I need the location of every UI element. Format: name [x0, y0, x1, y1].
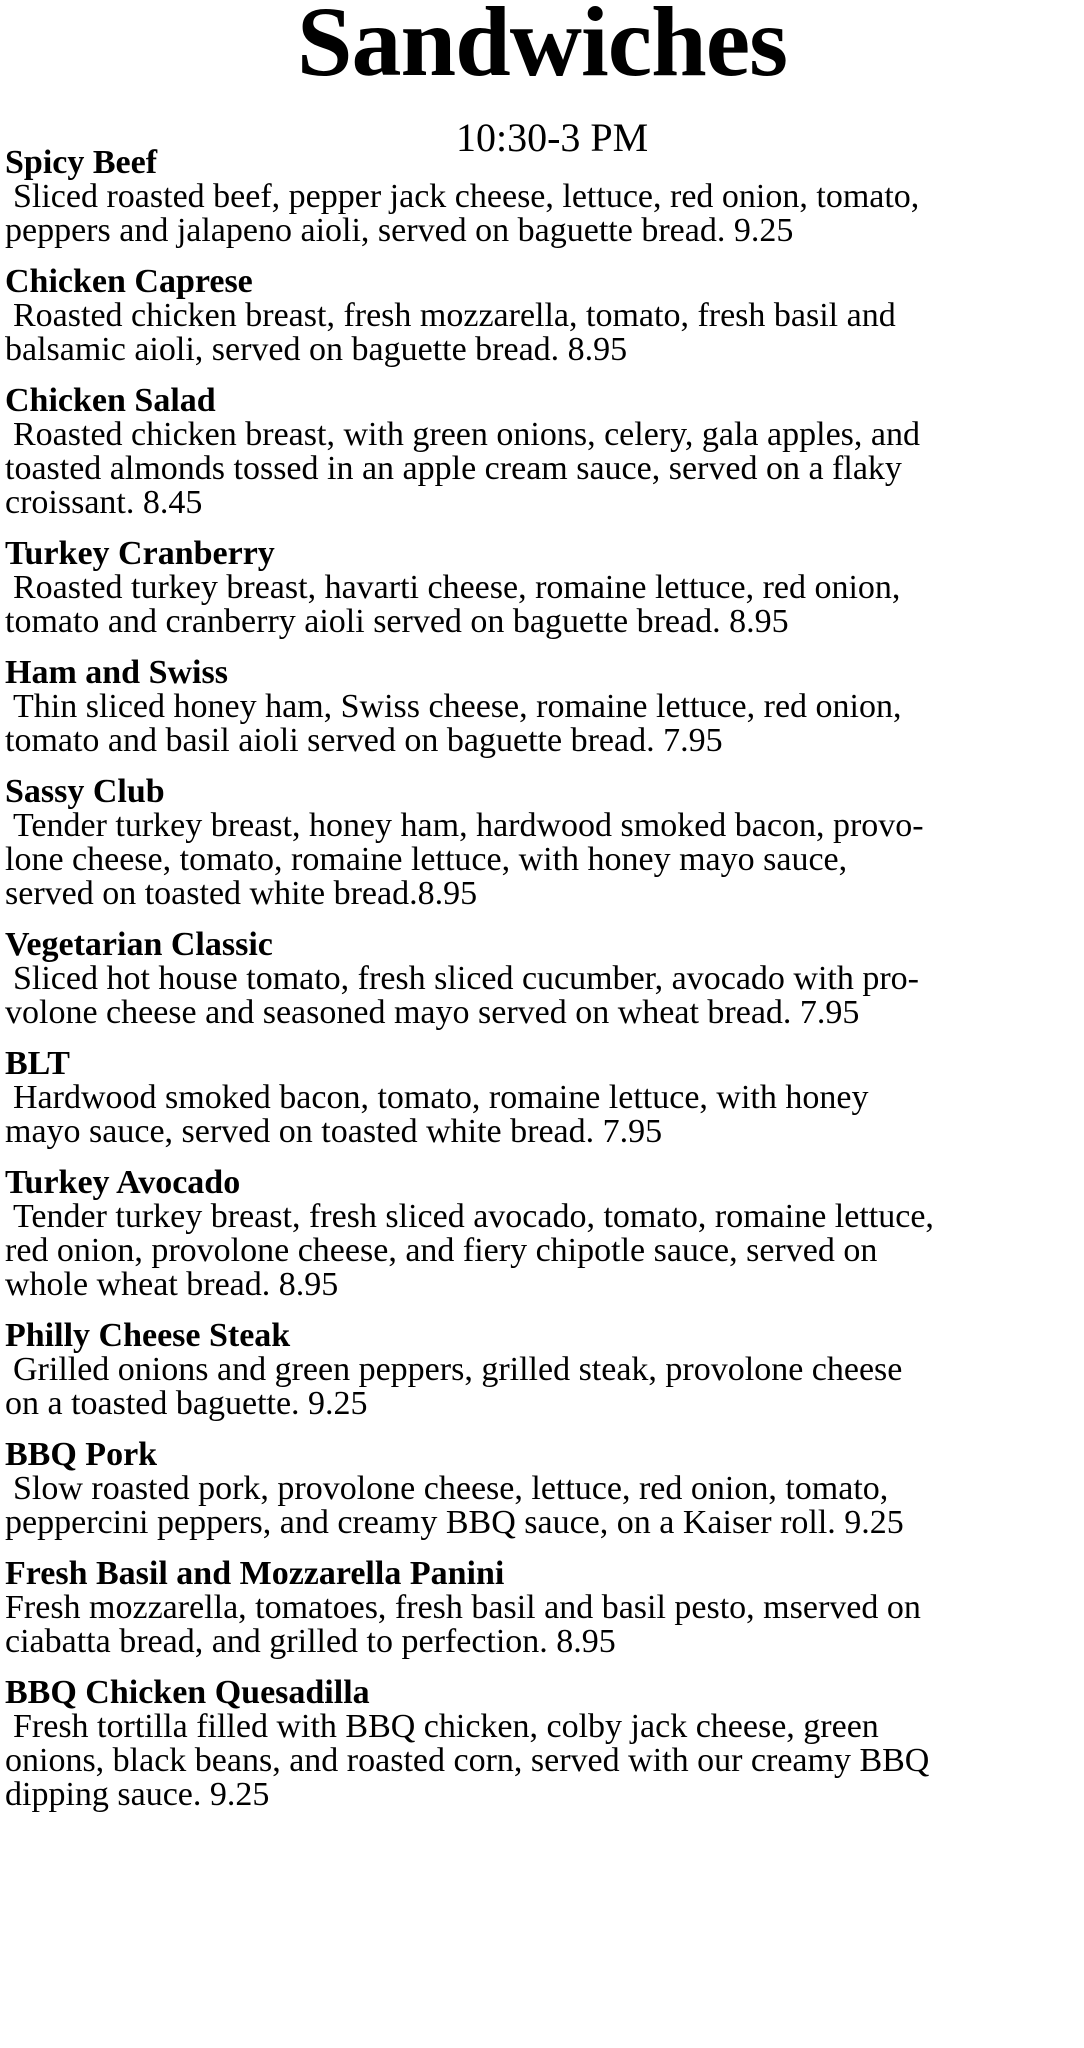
- description-line: volone cheese and seasoned mayo served on wheat bread. 7.95: [5, 994, 860, 1031]
- item-name: BLT: [5, 1045, 70, 1082]
- item-description: [5, 299, 1080, 367]
- description-line: toasted almonds tossed in an apple cream sauce, served on a flaky: [5, 450, 902, 487]
- description-line: on a toasted baguette. 9.25: [5, 1385, 368, 1422]
- item-description: [5, 1081, 1080, 1149]
- description-line: served on toasted white bread.8.95: [5, 875, 478, 912]
- item-name: Fresh Basil and Mozzarella Panini: [5, 1555, 505, 1592]
- description-line: peppers and jalapeno aioli, served on baguette bread. 9.25: [5, 212, 794, 249]
- description-line: Thin sliced honey ham, Swiss cheese, romaine lettuce, red onion,: [13, 688, 902, 725]
- menu-item: [5, 928, 1080, 1030]
- description-line: Sliced hot house tomato, fresh sliced cucumber, avocado with pro-: [13, 960, 919, 997]
- item-name: Vegetarian Classic: [5, 926, 273, 963]
- item-description: [5, 962, 1080, 1030]
- menu-item: [5, 1047, 1080, 1149]
- description-line: Hardwood smoked bacon, tomato, romaine lettuce, with honey: [13, 1079, 869, 1116]
- description-line: Fresh tortilla filled with BBQ chicken, colby jack cheese, green: [13, 1708, 879, 1745]
- item-description: [5, 1200, 1080, 1302]
- description-line: croissant. 8.45: [5, 484, 203, 521]
- description-line: tomato and cranberry aioli served on baguette bread. 8.95: [5, 603, 789, 640]
- description-line: onions, black beans, and roasted corn, served with our creamy BBQ: [5, 1742, 930, 1779]
- item-name: Turkey Avocado: [5, 1164, 241, 1201]
- description-line: whole wheat bread. 8.95: [5, 1266, 339, 1303]
- menu-item: [5, 1676, 1080, 1812]
- menu-item: [5, 656, 1080, 758]
- menu-item: [5, 537, 1080, 639]
- description-line: Tender turkey breast, fresh sliced avocado, tomato, romaine lettuce,: [13, 1198, 934, 1235]
- item-name: Spicy Beef: [5, 144, 158, 181]
- item-description: [5, 418, 1080, 520]
- description-line: Roasted turkey breast, havarti cheese, romaine lettuce, red onion,: [13, 569, 901, 606]
- description-line: peppercini peppers, and creamy BBQ sauce, on a Kaiser roll. 9.25: [5, 1504, 904, 1541]
- description-line: Grilled onions and green peppers, grilled steak, provolone cheese: [13, 1351, 903, 1388]
- item-name: Sassy Club: [5, 773, 165, 810]
- description-line: lone cheese, tomato, romaine lettuce, with honey mayo sauce,: [5, 841, 848, 878]
- item-name: Turkey Cranberry: [5, 535, 275, 572]
- description-line: tomato and basil aioli served on baguette bread. 7.95: [5, 722, 723, 759]
- description-line: Tender turkey breast, honey ham, hardwood smoked bacon, provo-: [13, 807, 924, 844]
- description-line: Slow roasted pork, provolone cheese, lettuce, red onion, tomato,: [13, 1470, 889, 1507]
- item-name: Chicken Caprese: [5, 263, 253, 300]
- item-name: BBQ Pork: [5, 1436, 158, 1473]
- item-description: [5, 690, 1080, 758]
- description-line: red onion, provolone cheese, and fiery chipotle sauce, served on: [5, 1232, 878, 1269]
- description-line: dipping sauce. 9.25: [5, 1776, 270, 1813]
- description-line: Roasted chicken breast, with green onions, celery, gala apples, and: [13, 416, 920, 453]
- menu-item: [5, 1166, 1080, 1302]
- menu-item: [5, 1319, 1080, 1421]
- item-description: [5, 1591, 1080, 1659]
- item-description: [5, 809, 1080, 911]
- description-line: Sliced roasted beef, pepper jack cheese, lettuce, red onion, tomato,: [13, 178, 920, 215]
- item-description: [5, 571, 1080, 639]
- item-description: [5, 1472, 1080, 1540]
- menu-item: [5, 146, 1080, 248]
- item-description: [5, 180, 1080, 248]
- menu-item: [5, 265, 1080, 367]
- item-description: [5, 1710, 1080, 1812]
- item-name: Ham and Swiss: [5, 654, 228, 691]
- item-description: [5, 1353, 1080, 1421]
- menu-item: [5, 384, 1080, 520]
- menu-list: [5, 146, 1080, 1829]
- menu-item: [5, 775, 1080, 911]
- item-name: BBQ Chicken Quesadilla: [5, 1674, 370, 1711]
- description-line: ciabatta bread, and grilled to perfection. 8.95: [5, 1623, 616, 1660]
- description-line: mayo sauce, served on toasted white bread. 7.95: [5, 1113, 663, 1150]
- item-name: Philly Cheese Steak: [5, 1317, 291, 1354]
- description-line: balsamic aioli, served on baguette bread. 8.95: [5, 331, 628, 368]
- description-line: Roasted chicken breast, fresh mozzarella, tomato, fresh basil and: [13, 297, 896, 334]
- description-line: Fresh mozzarella, tomatoes, fresh basil and basil pesto, mserved on: [5, 1589, 921, 1626]
- menu-item: [5, 1438, 1080, 1540]
- menu-item: [5, 1557, 1080, 1659]
- page-title: Sandwiches: [296, 0, 788, 97]
- serving-hours: 10:30-3 PM: [456, 115, 649, 160]
- item-name: Chicken Salad: [5, 382, 216, 419]
